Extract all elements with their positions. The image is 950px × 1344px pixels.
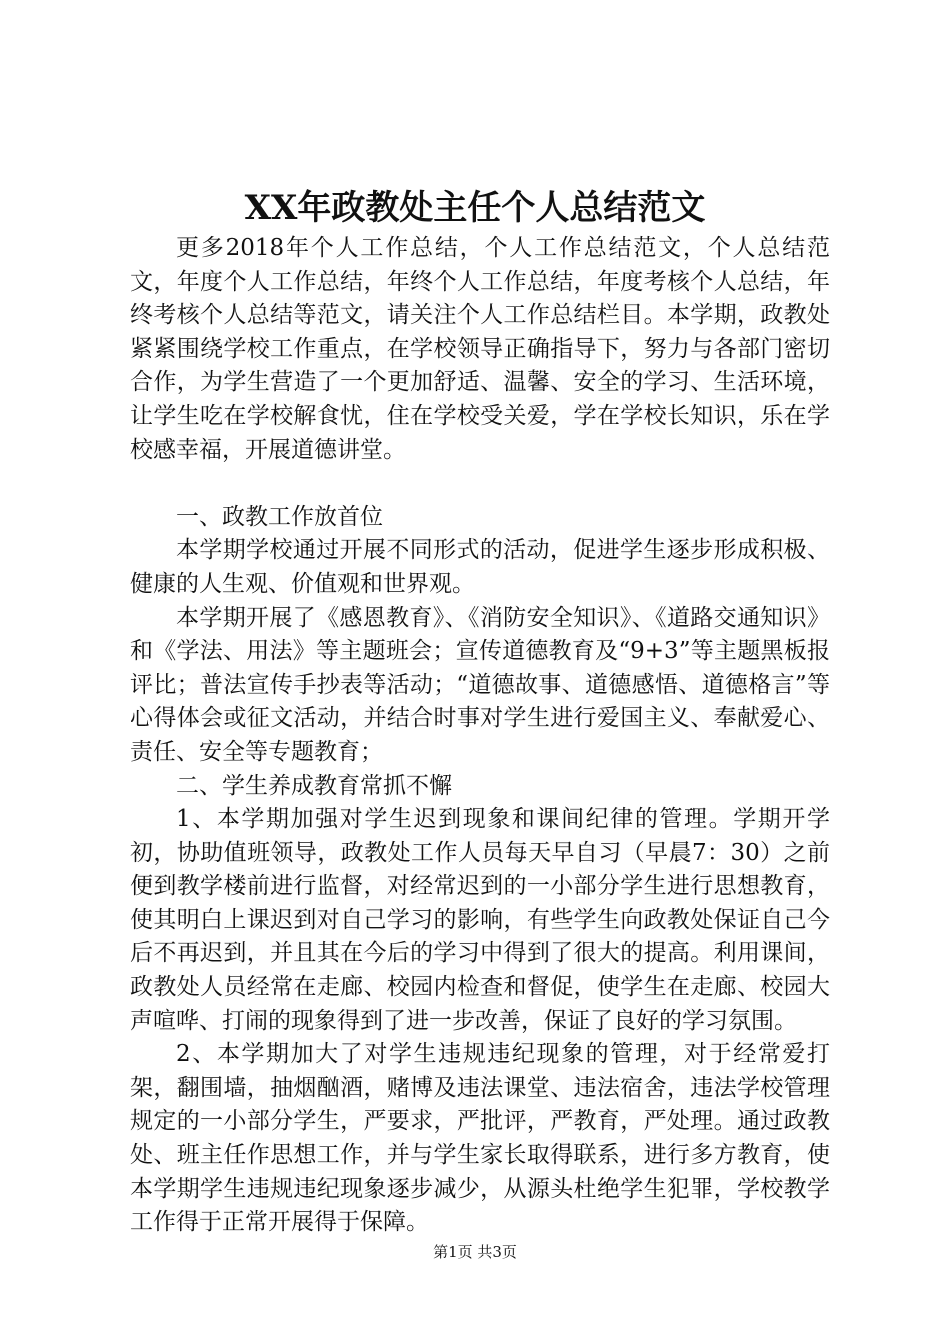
paragraph-spacer: [130, 467, 830, 501]
section-heading-2: 二、学生养成教育常抓不懈: [176, 772, 452, 799]
document-title: XX年政教处主任个人总结范文: [244, 188, 706, 228]
body-paragraph: 2、本学期加大了对学生违规违纪现象的管理，对于经常爱打架，翻围墙，抽烟酗酒，赌博及违法课堂、违法宿舍，违法学校管理规定的一小部分学生，严要求，严批评，严教育，严处理。通过政教处、班主任作思想工作，并与学生家长取得联系，进行多方教育，使本学期学生违规违纪现象逐步减少，从源头杜绝学生犯罪，学校教学工作得于正常开展得于保障。: [130, 1041, 830, 1236]
page-number-footer: 第1页 共3页: [433, 1243, 517, 1261]
document-body: [130, 232, 830, 1240]
intro-paragraph: 更多2018年个人工作总结，个人工作总结范文，个人总结范文，年度个人工作总结，年终个人工作总结，年度考核个人总结，年终考核个人总结等范文，请关注个人工作总结栏目。本学期，政教处紧紧围绕学校工作重点，在学校领导正确指导下，努力与各部门密切合作，为学生营造了一个更加舒适、温馨、安全的学习、生活环境，让学生吃在学校解食忧，住在学校受关爱，学在学校长知识，乐在学校感幸福，开展道德讲堂。: [130, 235, 830, 463]
body-paragraph: 本学期开展了《感恩教育》、《消防安全知识》、《道路交通知识》和《学法、用法》等主题班会；宣传道德教育及“9+3”等主题黑板报评比；普法宣传手抄表等活动；“道德故事、道德感悟、道德格言”等心得体会或征文活动，并结合时事对学生进行爱国主义、奉献爱心、责任、安全等专题教育；: [130, 604, 830, 765]
section-heading-1: 一、政教工作放首位: [176, 503, 383, 530]
body-paragraph: 1、本学期加强对学生迟到现象和课间纪律的管理。学期开学初，协助值班领导，政教处工作人员每天早自习（早晨7：30）之前便到教学楼前进行监督，对经常迟到的一小部分学生进行思想教育，使其明白上课迟到对自己学习的影响，有些学生向政教处保证自己今后不再迟到，并且其在今后的学习中得到了很大的提高。利用课间，政教处人员经常在走廊、校园内检查和督促，使学生在走廊、校园大声喧哗、打闹的现象得到了进一步改善，保证了良好的学习氛围。: [130, 806, 830, 1034]
body-paragraph: 本学期学校通过开展不同形式的活动，促进学生逐步形成积极、健康的人生观、价值观和世界观。: [130, 537, 830, 597]
